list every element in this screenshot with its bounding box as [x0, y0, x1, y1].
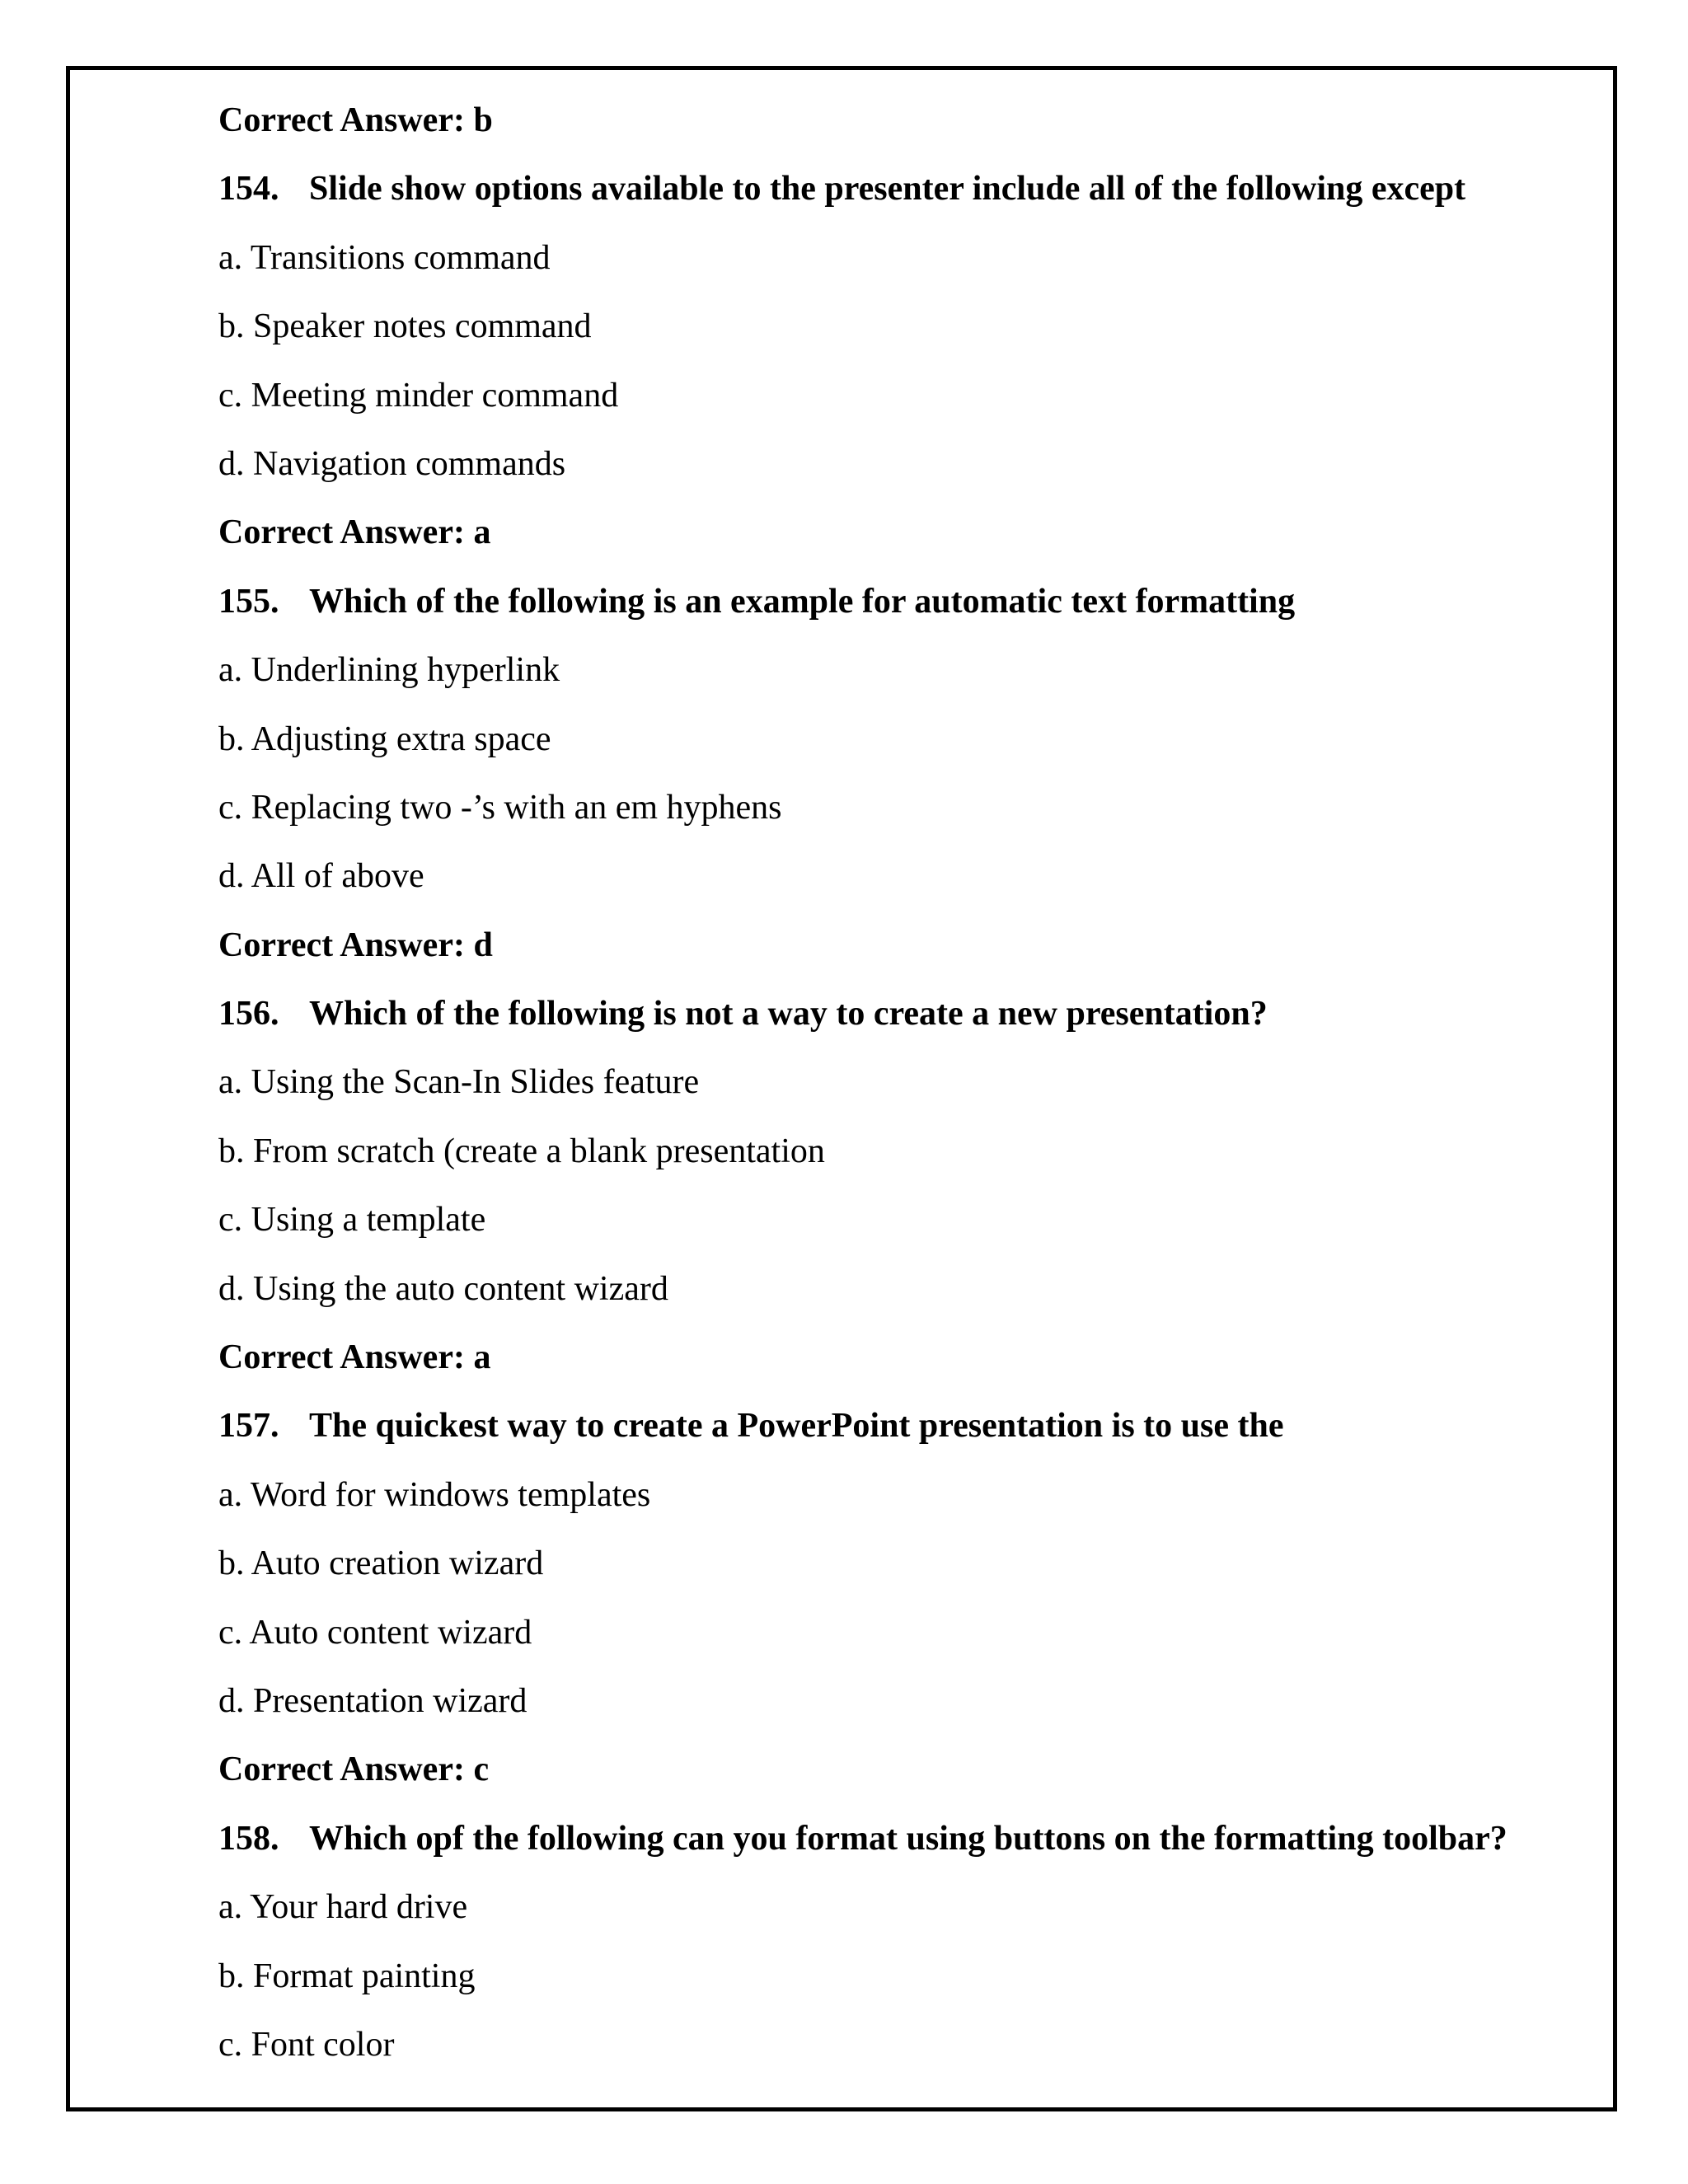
question-number: 156. [218, 995, 279, 1033]
option: b. From scratch (create a blank presentation [218, 1132, 825, 1170]
option: c. Meeting minder command [218, 376, 619, 415]
question-number: 154. [218, 170, 279, 209]
correct-answer: Correct Answer: c [218, 1750, 490, 1789]
option: d. All of above [218, 857, 424, 896]
option: c. Auto content wizard [218, 1613, 532, 1652]
option: d. Using the auto content wizard [218, 1269, 668, 1308]
option: b. Adjusting extra space [218, 719, 551, 758]
option: c. Font color [218, 2025, 395, 2064]
option: b. Format painting [218, 1957, 476, 1995]
option: a. Transitions command [218, 238, 551, 277]
option: b. Speaker notes command [218, 307, 592, 346]
option: c. Using a template [218, 1201, 486, 1240]
correct-answer: Correct Answer: a [218, 1338, 491, 1377]
option: d. Presentation wizard [218, 1681, 528, 1720]
option: b. Auto creation wizard [218, 1544, 544, 1583]
question-text: The quickest way to create a PowerPoint presentation is to use the [309, 1407, 1284, 1446]
question-number: 155. [218, 582, 279, 621]
option: a. Using the Scan-In Slides feature [218, 1063, 700, 1102]
question-155 [218, 579, 1578, 647]
question-157 [218, 1403, 1578, 1471]
question-156 [218, 991, 1578, 1059]
question-number: 157. [218, 1407, 279, 1446]
option: c. Replacing two -’s with an em hyphens [218, 788, 782, 827]
option: a. Word for windows templates [218, 1475, 651, 1514]
question-158 [218, 1816, 1578, 1884]
question-text: Which of the following is not a way to create a new presentation? [309, 995, 1268, 1033]
option: d. Navigation commands [218, 444, 566, 483]
option: a. Your hard drive [218, 1888, 468, 1927]
correct-answer: Correct Answer: d [218, 926, 493, 964]
question-text: Which of the following is an example for automatic text formatting [309, 582, 1296, 621]
document-content [218, 97, 1578, 2090]
correct-answer: Correct Answer: a [218, 513, 491, 552]
question-text: Slide show options available to the presenter include all of the following except [309, 170, 1466, 209]
question-154 [218, 166, 1578, 234]
question-text: Which opf the following can you format using buttons on the formatting toolbar? [309, 1819, 1507, 1858]
option: a. Underlining hyperlink [218, 651, 560, 690]
correct-answer: Correct Answer: b [218, 101, 493, 139]
question-number: 158. [218, 1819, 279, 1858]
